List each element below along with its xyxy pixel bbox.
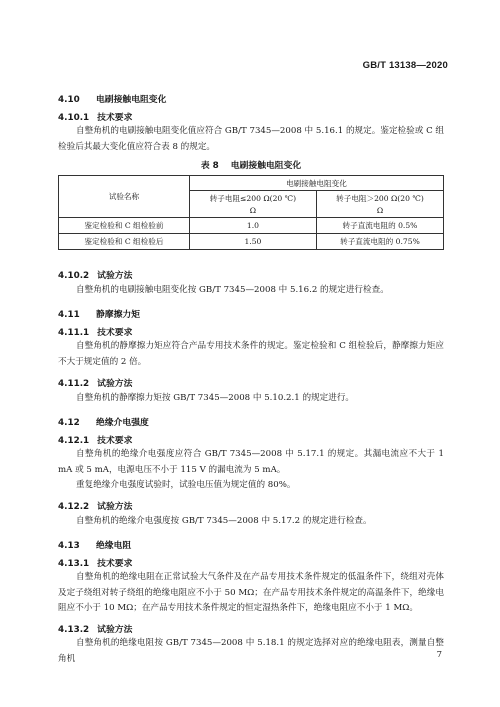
heading-title: 试验方法: [97, 625, 133, 635]
heading-number: 4.12.1: [58, 436, 90, 446]
header-col-a-unit: Ω: [249, 206, 257, 215]
heading-number: 4.12.2: [58, 502, 90, 512]
heading-number: 4.11.1: [58, 328, 90, 338]
heading-4-13-2: [58, 622, 132, 635]
heading-title: 静摩擦力矩: [96, 310, 140, 320]
table-title: 电刷接触电阻变化: [230, 161, 302, 171]
heading-title: 绝缘介电强度: [96, 418, 149, 428]
heading-number: 4.13: [58, 541, 80, 551]
heading-number: 4.10.2: [58, 271, 90, 281]
cell-test-name: 鉴定检验和 C 组检验后: [59, 234, 190, 250]
table-number: 表 8: [200, 161, 219, 171]
heading-4-12: [58, 415, 149, 428]
paragraph-4-10-2: 自整角机的电刷接触电阻变化按 GB/T 7345—2008 中 5.16.2 的规定进行检查。: [76, 285, 389, 295]
heading-4-11-2: [58, 376, 132, 389]
cell-value-b: 转子直流电阻的 0.5%: [316, 218, 443, 234]
heading-4-13-1: [58, 556, 132, 569]
heading-4-10-1: [58, 110, 132, 123]
heading-title: 技术要求: [97, 436, 133, 446]
paragraph-4-12-2: 自整角机的绝缘介电强度按 GB/T 7345—2008 中 5.17.2 的规定进行检查。: [76, 516, 372, 526]
table-row: [59, 218, 444, 234]
page-number: 7: [436, 650, 442, 660]
heading-4-10-2: [58, 268, 132, 281]
cell-value-a: 1.50: [189, 234, 316, 250]
paragraph-4-13-2: 自整角机的绝缘电阻按 GB/T 7345—2008 中 5.18.1 的规定选择对应的绝缘电阻表，测量自整角机: [58, 638, 444, 664]
header-group: 电刷接触电阻变化: [189, 176, 443, 191]
table-row: [59, 234, 444, 250]
paragraph-4-11-1: 自整角机的静摩擦力矩应符合产品专用技术条件的规定。鉴定检验和 C 组检验后，静摩擦力矩应不大于规定值的 2 倍。: [58, 341, 444, 367]
heading-title: 技术要求: [97, 113, 133, 123]
heading-title: 绝缘电阻: [96, 541, 132, 551]
header-col-a-label: 转子电阻≤200 Ω(20 ℃): [209, 194, 297, 203]
heading-title: 电刷接触电阻变化: [96, 95, 167, 105]
standard-code: GB/T 13138—2020: [362, 60, 448, 71]
paragraph-4-12-1: 自整角机的绝缘介电强度应符合 GB/T 7345—2008 中 5.17.1 的规定。其漏电流应不大于 1 mA 或 5 mA，电源电压不小于 115 V 的漏电流为 5 mA。: [58, 449, 444, 475]
heading-number: 4.10.1: [58, 113, 90, 123]
cell-test-name: 鉴定检验和 C 组检验前: [59, 218, 190, 234]
heading-title: 技术要求: [97, 328, 133, 338]
cell-value-a: 1.0: [189, 218, 316, 234]
header-col-a: [189, 191, 316, 218]
heading-4-12-2: [58, 499, 132, 512]
paragraph-4-10-1: 自整角机的电刷接触电阻变化值应符合 GB/T 7345—2008 中 5.16.1 的规定。鉴定检验或 C 组检验后其最大变化值应符合表 8 的规定。: [58, 126, 444, 152]
heading-4-10: [58, 92, 166, 105]
paragraph-4-12-1-repeat: 重复绝缘介电强度试验时，试验电压值为规定值的 80%。: [76, 480, 296, 490]
paragraph-4-13-1: 自整角机的绝缘电阻在正常试验大气条件及在产品专用技术条件规定的低温条件下，绕组对壳体及定子绕组对转子绕组的绝缘电阻应不小于 50 MΩ；在产品专用技术条件规定的高温条件下，绝缘电阻应不小于 10 MΩ；在产品专用技术条件规定的恒定湿热条件下，绝缘电阻应不小于 1 MΩ。: [58, 572, 444, 613]
heading-number: 4.13.1: [58, 559, 90, 569]
heading-4-13: [58, 538, 131, 551]
heading-number: 4.13.2: [58, 625, 90, 635]
heading-number: 4.11: [58, 310, 80, 320]
header-col-b-unit: Ω: [376, 206, 384, 215]
cell-value-b: 转子直流电阻的 0.75%: [316, 234, 443, 250]
header-col-b: [316, 191, 443, 218]
heading-4-12-1: [58, 433, 132, 446]
table-header-row: [59, 176, 444, 191]
heading-4-11: [58, 307, 140, 320]
heading-title: 试验方法: [97, 379, 133, 389]
heading-title: 技术要求: [97, 559, 133, 569]
table-8: [58, 175, 444, 250]
heading-title: 试验方法: [97, 502, 133, 512]
heading-title: 试验方法: [97, 271, 133, 281]
heading-4-11-1: [58, 325, 132, 338]
paragraph-4-11-2: 自整角机的静摩擦力矩按 GB/T 7345—2008 中 5.10.2.1 的规定进行。: [76, 393, 355, 403]
heading-number: 4.11.2: [58, 379, 90, 389]
header-test-name: 试验名称: [59, 176, 190, 218]
table-8-caption: [58, 158, 444, 171]
heading-number: 4.12: [58, 418, 80, 428]
header-col-b-label: 转子电阻＞200 Ω(20 ℃): [336, 194, 424, 203]
heading-number: 4.10: [58, 95, 80, 105]
